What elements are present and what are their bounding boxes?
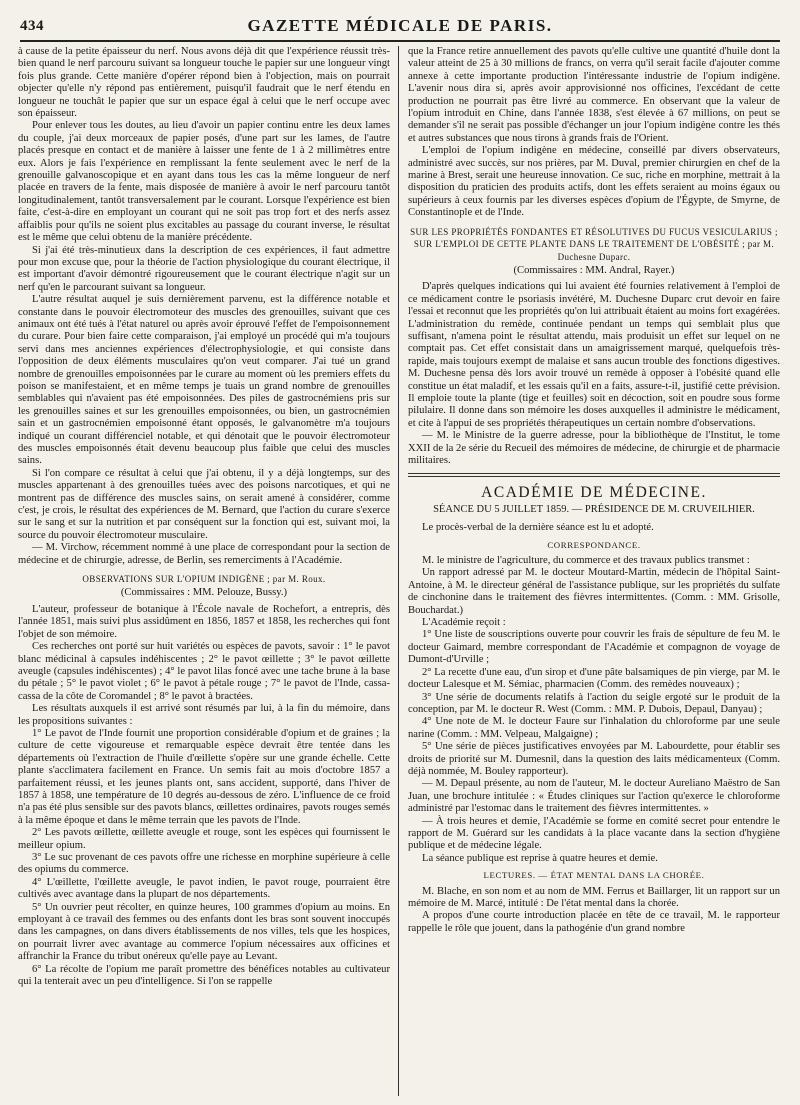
journal-title: GAZETTE MÉDICALE DE PARIS. — [247, 16, 553, 35]
right-paragraph-1: que la France retire annuellement des pavots qu'elle cultive une quantité d'huile dont la valeur atteint de 25 à 30 millions de francs, on verra qu'il serait facile d'ajouter comme annexe à cette importante production l'intéressante industrie de l'opium indigène. L'avenir nous dira si, après avoir approvisionné nos officines, l'excédant de cette production ne pourrait pas être livré au commerce. En observant que la valeur de l'opium introduit en Chine, dans l'année 1838, s'est élevée à 67 millions, on peut se demander s'il ne serait pas possible d'échanger un jour l'opium indigène contre les thés et autres substances que nous tirons à grands frais de l'Orient. — [408, 46, 780, 144]
left-paragraph-2: Pour enlever tous les doutes, au lieu d'avoir un papier continu entre les deux lames du couple, j'ai deux morceaux de papier posés, d'une part sur les lames, de l'autre placés presque en contact et de manière à laisser une fente de 1 à 2 millimètres entre eux. Alors je fais l'expérience en remplissant la fente seulement avec le nerf de la grenouille galvanoscopique et en ayant dans tous les cas la même longueur de nerf placée en travers de la fente, mais disposée de manière à avoir le nerf parcouru tantôt longitudinalement, tantôt transversalement par le courant. Lorsque l'expérience est bien faite, c'est-à-dire en employant un courant qui ne soit pas trop fort et des nerfs assez affaiblis pour qu'ils ne soient plus excitables au passage du courant inverse, le résultat est le même que celui obtenu de la manière précédente. — [18, 120, 390, 244]
left-paragraph-14: 5° Un ouvrier peut récolter, en quinze heures, 100 grammes d'opium au moins. En employant à ce travail des femmes ou des enfants dont les bras sont souvent inoccupés dans les campagnes, on dans divers établissements de nos villes, tels que les hospices, on pourrait livrer avec avantage au commerce l'opium nécessaires aux officines et affranchir la France du tribut onéreux qu'elle paye au Levant. — [18, 901, 390, 963]
opium-section-heading: OBSERVATIONS SUR L'OPIUM INDIGÈNE ; par M. Roux. — [82, 574, 326, 585]
fucus-commission: (Commissaires : MM. Andral, Rayer.) — [513, 264, 675, 276]
left-paragraph-4: L'autre résultat auquel je suis dernièrement parvenu, est la différence notable et constante dans le pouvoir électromoteur des muscles des grenouilles, suivant que ces animaux ont été tués à l'état naturel ou après avoir éprouvé l'effet de l'empoisonnement du curare. Pour bien faire cette comparaison, j'ai employé un procédé qui m'a toujours servi dans mes anciennes expériences d'électrophysiologie, et qui consiste dans l'opposition de deux éléments musculaires qu'on veut comparer. J'ai tué un grand nombre de grenouilles empoisonnées par le curare au moment où les premiers effets du poison se manifestaient, et en même temps je tuais un grand nombre de grenouilles semblables qui n'avaient pas été empoisonnées. Des piles de gastrocnémiens pris sur les grenouilles saines et sur les grenouilles empoisonnées, ou bien, un gastrocnémien sain et un gastrocnémien empoisonné étant opposés, le galvanomètre m'a toujours indiqué un courant différenciel notable, et qui dénotait que le pouvoir électromoteur des muscles empoisonnés était devenu beaucoup plus faible que celui des muscles sains. — [18, 294, 390, 467]
left-paragraph-3: Si j'ai été très-minutieux dans la description de ces expériences, il faut admettre pour mon excuse que, pour la théorie de l'action physiologique du courant électrique, il est important d'avoir démontré rigoureusement que le courant électrique n'agit sur un nerf qu'en le parcourant suivant sa longueur. — [18, 244, 390, 293]
opium-commission: (Commissaires : MM. Pelouze, Bussy.) — [120, 587, 288, 599]
right-paragraph-4: — M. le Ministre de la guerre adresse, pour la bibliothèque de l'Institut, le tome XXII de la 2e série du Recueil des mémoires de médecine, de chirurgie et de pharmacie militaires. — [408, 430, 780, 466]
right-paragraph-11: 3° Une série de documents relatifs à l'action du seigle ergoté sur le produit de la conception, par M. le docteur R. West (Comm. : MM. P. Dubois, Depaul, Danyau) ; — [408, 691, 780, 715]
left-paragraph-7: L'auteur, professeur de botanique à l'École navale de Rochefort, a entrepris, dès l'année 1851, mais suivi plus assidûment en 1856, 1857 et 1858, les recherches qui font l'objet de son mémoire. — [18, 603, 390, 640]
right-paragraph-3: D'après quelques indications qui lui avaient été fournies relativement à l'emploi de ce médicament contre le psoriasis invétéré, M. Duchesne Duparc crut devoir en faire l'essai et reconnut que les propriétés qu'on lui attribuait étaient au moins fort exagérées. L'administration du remède, continuée pendant un temps qui semblait plus que suffisant, n'amena point le résultat attendu, mais produisit un effet sur lequel on ne comptait pas. Cet effet consistait dans un amaigrissement marqué, quelquefois très-rapide, mais toujours exempt de malaise et sans aucun trouble des fonctions digestives. M. Duchesne pensa dès lors avoir trouvé un remède à opposer à l'obésité quand elle constitue un état maladif, et les essais qu'il en a faits, assure-t-il, justifié cette prévision. Il emploie toute la plante (tige et feuilles) soit en décoction, soit en poudre sous forme pilulaire. Il donne dans son mémoire les doses auxquelles il administre le médicament, et cite à l'appui de ses propriétés thérapeutiques un certain nombre d'observations. — [408, 281, 780, 429]
page-number: 434 — [20, 17, 44, 34]
right-paragraph-10: 2° La recette d'une eau, d'un sirop et d'une pâte balsamiques de pin vierge, par M. le docteur Lalesque et M. Sémiac, pharmacien (Comm. des remèdes nouveaux) ; — [408, 666, 780, 691]
right-paragraph-2: L'emploi de l'opium indigène en médecine, conseillé par divers observateurs, administré avec succès, sur nos prières, par M. Duval, premier chirurgien en chef de la marine à Brest, serait une heureuse innovation. Ce suc, riche en morphine, mettrait à la disposition du praticien des produits actifs, dont les effets seraient au moins égaux ou supérieurs à ceux fournis par les diverses espèces d'opium de l'Égypte, de Smyrne, de Constantinople et de l'Inde. — [408, 145, 780, 219]
left-paragraph-5: Si l'on compare ce résultat à celui que j'ai obtenu, il y a déjà longtemps, sur des muscles appartenant à des grenouilles tuées avec des poisons narcotiques, et qui ne montrent pas de différence des muscles sains, on serait amené à considérer, comme c'est, je crois, le résultat des expériences de M. Bernard, que l'action du curare s'exerce sur le sang et sur la nutrition et par conséquent sur la fonction qui est, suivant moi, la source du pouvoir électromoteur musculaire. — [18, 467, 390, 541]
left-paragraph-11: 2° Les pavots œillette, œillette aveugle et rouge, sont les espèces qui fournissent le meilleur opium. — [18, 827, 390, 851]
right-paragraph-12: 4° Une note de M. le docteur Faure sur l'inhalation du chloroforme par une seule narine (Comm. : MM. Velpeau, Malgaigne) ; — [408, 716, 780, 740]
right-paragraph-5: Le procès-verbal de la dernière séance est lu et adopté. — [422, 522, 654, 534]
correspondance-heading: CORRESPONDANCE. — [547, 539, 641, 550]
left-paragraph-15: 6° La récolte de l'opium me paraît promettre des bénéfices notables au cultivateur qui la tenterait avec un peu d'intelligence. Si l'on se rappelle — [18, 963, 390, 988]
right-paragraph-17: M. Blache, en son nom et au nom de MM. Ferrus et Baillarger, lit un rapport sur un mémoire de M. Marcé, intitulé : De l'état mental dans la chorée. — [408, 885, 780, 909]
virchow-note: — M. Virchow, récemment nommé à une place de correspondant pour la section de médecine et de chirurgie, adresse, de Berlin, ses remerciments à l'Académie. — [18, 542, 390, 566]
right-paragraph-16: La séance publique est reprise à quatre heures et demie. — [422, 852, 658, 864]
left-paragraph-1: à cause de la petite épaisseur du nerf. Nous avons déjà dit que l'expérience réussit très-bien quand le nerf parcouru suivant sa longueur touche le papier sur une longueur vingt fois plus grande. Cette manière d'opérer répond bien à l'objection, mais on pourrait objecter qu'elle n'y répond pas entièrement, puisqu'il faudrait que le nerf étendu en longueur ne touchât le papier que sur un espace égal à celui que le nerf occupe avec son épaisseur. — [18, 46, 390, 120]
academie-title: ACADÉMIE DE MÉDECINE. — [481, 484, 707, 502]
left-paragraph-10: 1° Le pavot de l'Inde fournit une proportion considérable d'opium et de graines ; la culture de cette vigoureuse et remarquable espèce devrait être tentée dans les départements où l'extraction de l'huile d'œillette s'opère sur une grande échelle. Cette plante s'acclimatera facilement en France. Un semis fait au mois d'octobre 1857 a parfaitement réussi, et les jeunes plants ont, sans accident, supporté, dans l'hiver de 1857 à 1858, une température de 10 degrés au-dessous de zéro. L'influence de ce froid n'a pas été plus sensible sur des pavots blancs, œillettes ordinaires, pavots rouges semés à la même époque et dans le même terrain que les pavots de l'Inde. — [18, 727, 390, 826]
right-paragraph-6: M. le ministre de l'agriculture, du commerce et des travaux publics transmet : — [422, 555, 750, 567]
left-column — [18, 46, 390, 988]
column-divider — [398, 46, 399, 1096]
right-paragraph-18: A propos d'une courte introduction placée en tête de ce travail, M. le rapporteur rappelle le rôle que jouent, dans la pathogénie d'un grand nombre — [408, 910, 780, 934]
right-paragraph-7: Un rapport adressé par M. le docteur Moutard-Martin, médecin de l'hôpital Saint-Antoine, à M. le directeur général de l'assistance publique, sur les propriétés du sulfate de cinchonine dans le traitement des fièvres intermittentes. (Comm. : MM. Grisolle, Bouchardat.) — [408, 567, 780, 616]
right-column — [408, 46, 780, 935]
header-rule — [20, 40, 780, 42]
lectures-heading: LECTURES. — ÉTAT MENTAL DANS LA CHORÉE. — [483, 870, 705, 881]
right-paragraph-14: — M. Depaul présente, au nom de l'auteur, M. le docteur Aureliano Maëstro de San Juan, une brochure intitulée : « Études cliniques sur l'action qu'exerce le chloroforme administré par l'estomac dans le traitement des fièvres intermittentes. » — [408, 778, 780, 815]
right-paragraph-15: — À trois heures et demie, l'Académie se forme en comité secret pour entendre le rapport de M. Guérard sur les candidats à la place vacante dans la section d'hygiène publique et de médecine légale. — [408, 815, 780, 852]
left-paragraph-13: 4° L'œillette, l'œillette aveugle, le pavot indien, le pavot rouge, pourraient être cultivés avec avantage dans la plupart de nos départements. — [18, 876, 390, 901]
section-rule — [408, 473, 780, 477]
left-paragraph-12: 3° Le suc provenant de ces pavots offre une richesse en morphine supérieure à celle des opiums du commerce. — [18, 852, 390, 876]
left-paragraph-9: Les résultats auxquels il est arrivé sont résumés par lui, à la fin du mémoire, dans les propositions suivantes : — [18, 703, 390, 727]
right-paragraph-13: 5° Une série de pièces justificatives envoyées par M. Labourdette, pour établir ses droits de priorité sur M. Dumesnil, dans la question des laits médicamenteux (Comm. déjà nommée, M. Bouley rapporteur). — [408, 741, 780, 777]
right-paragraph-9: 1° Une liste de souscriptions ouverte pour couvrir les frais de sépulture de feu M. le docteur Gaimard, membre correspondant de l'Académie et compagnon de voyage de Dumont-d'Urville ; — [408, 629, 780, 666]
seance-line: SÉANCE DU 5 JUILLET 1859. — PRÉSIDENCE DE M. CRUVEILHIER. — [433, 503, 755, 515]
right-paragraph-8: L'Académie reçoit : — [422, 617, 506, 629]
left-paragraph-8: Ces recherches ont porté sur huit variétés ou espèces de pavots, savoir : 1° le pavot blanc médicinal à capsules indéhiscentes ; 2° le pavot œillette ; 3° le pavot œillette aveugle (capsules indéhiscentes) ; 4° le pavot lilas foncé avec une tache brune à la base du pétale ; 5° le pavot violet ; 6° le pavot à pétale rouge ; 7° le pavot de l'Inde, cassa-cassa de la côte de Coromandel ; 8° le pavot à bractées. — [18, 641, 390, 702]
page-header — [20, 12, 780, 40]
fucus-section-heading: SUR LES PROPRIÉTÉS FONDANTES ET RÉSOLUTIVES DU FUCUS VESICULARIUS ; SUR L'EMPLOI DE CETTE PLANTE DANS LE TRAITEMENT DE L'OBÉSITÉ ; par M. Duchesne Duparc. — [410, 226, 778, 262]
